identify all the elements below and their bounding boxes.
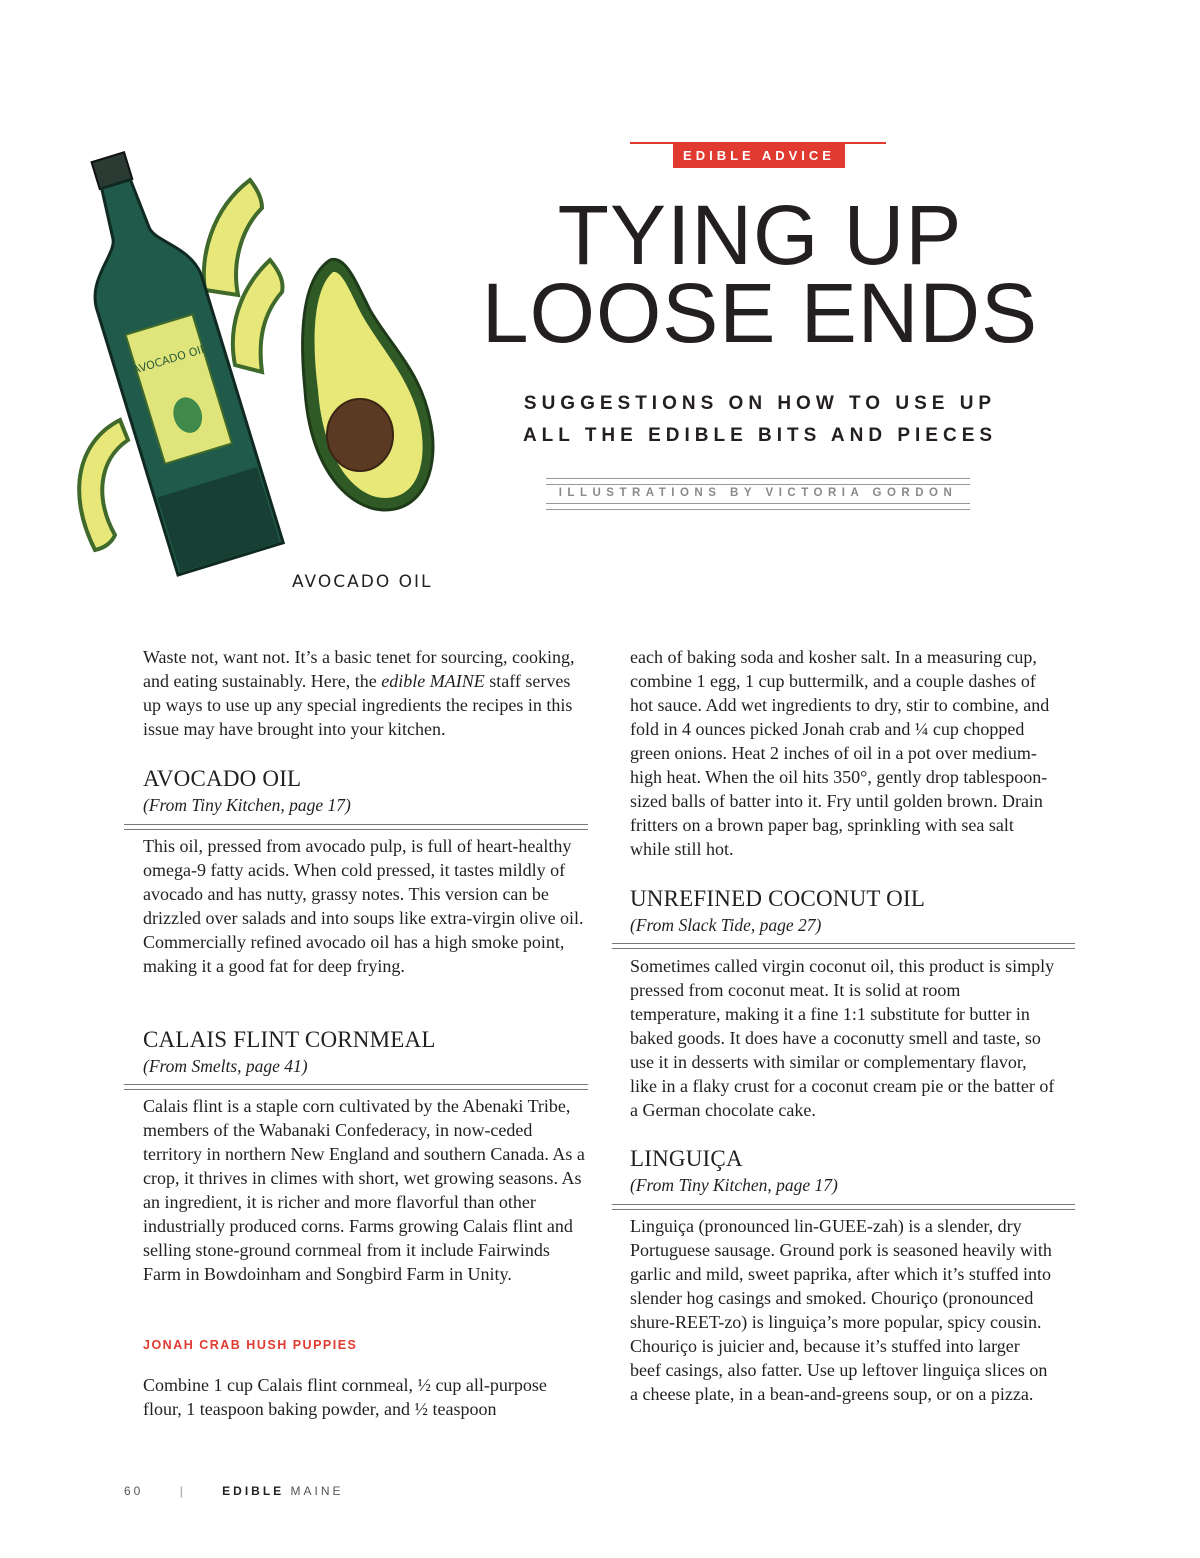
- page-subtitle: [480, 388, 1040, 452]
- section-body: Linguiça (pronounced lin-GUEE-zah) is a slender, dry Portuguese sausage. Ground pork is seasoned heavily with garlic and mild, sweet paprika, after which it’s stuffed into slender hog casings and smoked. Chouriço (pronounced shure-REET-zo) is linguiça’s more popular, spicy cousin. Chouriço is juicier and, because it’s stuffed into larger beef casings, also fatter. Use up leftover linguiça slices on a cheese plate, in a bean-and-greens soup, or on a pizza.: [630, 1216, 1052, 1404]
- title-line: LOOSE ENDS: [481, 266, 1039, 360]
- section-heading: UNREFINED COCONUT OIL: [630, 886, 926, 911]
- intro-text: Waste not, want not. It’s a basic tenet for sourcing, cooking, and eating sustainably. Here, the: [143, 647, 575, 691]
- section-heading: LINGUIÇA: [630, 1146, 743, 1171]
- section-body: Calais flint is a staple corn cultivated by the Abenaki Tribe, members of the Wabanaki Confederacy, in now-ceded territory in northern New England and southern Canada. As a crop, it thrives in climes with short, wet growing seasons. As an ingredient, it is richer and more flavorful than other industrially produced corns. Farms growing Calais flint and selling stone-ground cornmeal from it include Fairwinds Farm in Bowdoinham and Songbird Farm in Unity.: [143, 1096, 585, 1284]
- section-rule: [612, 943, 1075, 949]
- intro-text: staff serves up ways to use up any special ingredients the recipes in this issue may have brought into your kitchen.: [143, 671, 573, 739]
- subtitle-line: SUGGESTIONS ON HOW TO USE UP: [523, 393, 997, 414]
- bottle-label: AVOCADO OIL: [131, 342, 209, 377]
- section-heading: AVOCADO OIL: [143, 766, 302, 791]
- recipe-text: Combine 1 cup Calais flint cornmeal, ½ cup all-purpose flour, 1 teaspoon baking powder, and ½ teaspoon: [143, 1375, 547, 1419]
- section-rule: [124, 1084, 588, 1090]
- footer-brand: MAINE: [290, 1484, 344, 1498]
- section-source: (From Tiny Kitchen, page 17): [143, 795, 351, 815]
- section-body: Sometimes called virgin coconut oil, this product is simply pressed from coconut meat. It is solid at room temperature, making it a fine 1:1 substitute for butter in baked goods. It does have a coconutty smell and taste, so use it in desserts with similar or complementary flavor, like in a flaky crust for a coconut cream pie or the batter of a German chocolate cake.: [630, 956, 1055, 1120]
- avocado-oil-illustration: [0, 110, 470, 600]
- section-rule: [612, 1204, 1075, 1210]
- page-title: [470, 188, 1050, 360]
- section-rule: [124, 824, 588, 830]
- intro-italic: edible MAINE: [381, 671, 485, 691]
- title-line: TYING UP: [557, 188, 963, 282]
- section-heading: CALAIS FLINT CORNMEAL: [143, 1027, 436, 1052]
- illustration-credit: ILLUSTRATIONS BY VICTORIA GORDON: [558, 487, 958, 499]
- avocado-half-icon: [303, 259, 433, 510]
- subtitle-line: ALL THE EDIBLE BITS AND PIECES: [522, 425, 998, 446]
- footer-brand-bold: EDIBLE: [222, 1484, 285, 1498]
- illustration-caption: AVOCADO OIL: [292, 572, 433, 592]
- section-source: (From Slack Tide, page 27): [630, 915, 822, 935]
- footer-separator: |: [179, 1484, 186, 1498]
- section-source: (From Tiny Kitchen, page 17): [630, 1175, 838, 1195]
- page-number: 60: [124, 1484, 144, 1498]
- page-footer: [124, 1484, 344, 1498]
- credit-rule-top: [546, 478, 970, 485]
- section-source: (From Smelts, page 41): [143, 1056, 308, 1076]
- avocado-slice-icon: [79, 420, 128, 550]
- section-label: EDIBLE ADVICE: [673, 144, 845, 168]
- avocado-slice-icon: [233, 260, 283, 372]
- intro-paragraph: [143, 645, 589, 741]
- section-body: This oil, pressed from avocado pulp, is full of heart-healthy omega-9 fatty acids. When cold pressed, it tastes mildly of avocado and has nutty, grassy notes. This version can be drizzled over salads and into soups like extra-virgin olive oil. Commercially refined avocado oil has a high smoke point, making it a good fat for deep frying.: [143, 836, 584, 976]
- credit-rule-bottom: [546, 503, 970, 510]
- recipe-text-continued: each of baking soda and kosher salt. In a measuring cup, combine 1 egg, 1 cup buttermilk, and a couple dashes of hot sauce. Add wet ingredients to dry, stir to combine, and fold in 4 ounces picked Jonah crab and ¼ cup chopped green onions. Heat 2 inches of oil in a pot over medium-high heat. When the oil hits 350°, gently drop tablespoon-sized balls of batter into it. Fry until golden brown. Drain fritters on a brown paper bag, sprinkling with sea salt while still hot.: [630, 647, 1050, 859]
- recipe-title: JONAH CRAB HUSH PUPPIES: [143, 1338, 358, 1352]
